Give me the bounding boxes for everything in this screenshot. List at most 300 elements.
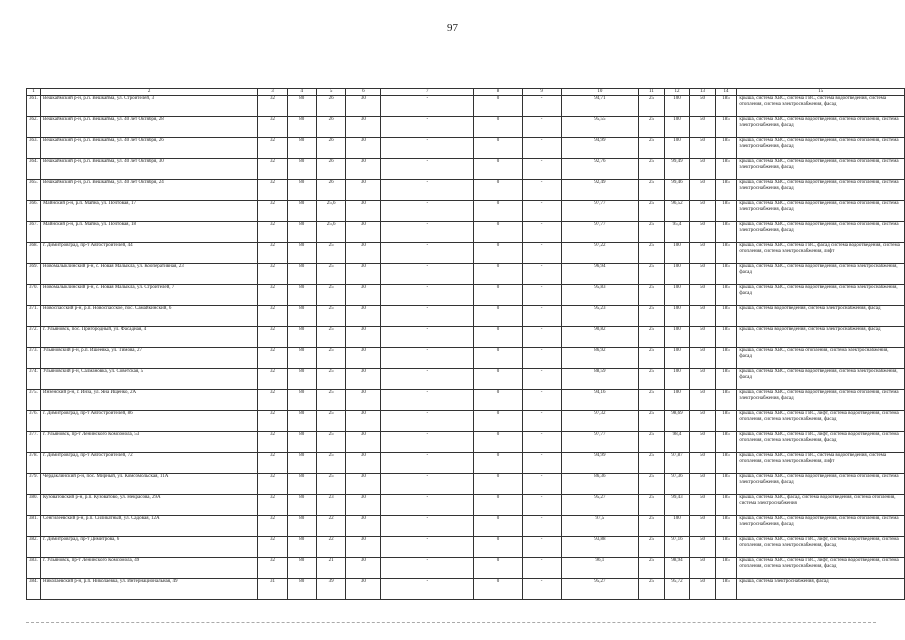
table-row (27, 579, 905, 600)
value-cell: 25 (316, 243, 345, 264)
value-cell: 25 (639, 180, 664, 201)
value-cell: 30 (346, 495, 381, 516)
value-cell: - (381, 96, 474, 117)
value-cell: - (522, 411, 561, 432)
value-cell: - (381, 348, 474, 369)
address-cell: Ульяновский р-н, р.п. Ишеевка, ул. Тимова, 27 (40, 348, 257, 369)
value-cell: 0 (474, 348, 522, 369)
value-cell: 25 (639, 579, 664, 600)
value-cell: - (522, 558, 561, 579)
table-row (27, 474, 905, 495)
value-cell: 32 (258, 222, 287, 243)
value-cell: 25 (639, 117, 664, 138)
value-cell: 32 (258, 327, 287, 348)
table-row (27, 201, 905, 222)
value-cell: - (522, 201, 561, 222)
address-cell: Чердаклинский р-н, пос. Мирный, ул. Комсомольская, 11А (40, 474, 257, 495)
column-number: 13 (690, 89, 715, 96)
value-cell: 97,32 (561, 411, 639, 432)
works-list-cell: крыша, система ХВС, система ГВС, лифт, система водоотведения, система отопления, система электроснабжения, фасад (737, 537, 905, 558)
row-number: 369. (27, 264, 41, 285)
value-cell: 30 (346, 390, 381, 411)
value-cell: 100 (664, 96, 690, 117)
table-row (27, 327, 905, 348)
value-cell: 80 (287, 201, 316, 222)
value-cell: 185 (715, 495, 737, 516)
value-cell: - (381, 327, 474, 348)
value-cell: 25 (639, 411, 664, 432)
value-cell: - (522, 264, 561, 285)
value-cell: 0 (474, 243, 522, 264)
value-cell: 0 (474, 579, 522, 600)
works-list-cell: крыша, система ХВС, система водоотведения, система отопления, система электроснабжения, фасад (737, 390, 905, 411)
value-cell: - (381, 516, 474, 537)
row-number: 366. (27, 201, 41, 222)
value-cell: 26 (316, 180, 345, 201)
column-number: 14 (715, 89, 737, 96)
value-cell: 25 (316, 285, 345, 306)
value-cell: 30 (346, 201, 381, 222)
value-cell: 50 (690, 96, 715, 117)
address-cell: Кузоватовский р-н, р.п. Кузоватово, ул. Некрасова, 29А (40, 495, 257, 516)
value-cell: 32 (258, 453, 287, 474)
value-cell: 32 (258, 117, 287, 138)
column-number: 11 (639, 89, 664, 96)
value-cell: 30 (346, 222, 381, 243)
value-cell: 30 (346, 180, 381, 201)
value-cell: - (522, 159, 561, 180)
value-cell: 100 (664, 138, 690, 159)
value-cell: 97,87 (664, 453, 690, 474)
value-cell: 95,23 (561, 306, 639, 327)
value-cell: 185 (715, 96, 737, 117)
table-row (27, 390, 905, 411)
value-cell: 97,22 (561, 243, 639, 264)
value-cell: 80 (287, 411, 316, 432)
value-cell: 0 (474, 96, 522, 117)
value-cell: 185 (715, 306, 737, 327)
value-cell: 80 (287, 516, 316, 537)
address-cell: г. Димитровград, пр-т Автостроителей, 72 (40, 453, 257, 474)
value-cell: 30 (346, 306, 381, 327)
value-cell: - (522, 390, 561, 411)
value-cell: 30 (346, 537, 381, 558)
value-cell: 25 (639, 348, 664, 369)
row-number: 383. (27, 558, 41, 579)
column-number: 10 (561, 89, 639, 96)
value-cell: 95,27 (561, 495, 639, 516)
row-number: 364. (27, 159, 41, 180)
value-cell: 50 (690, 453, 715, 474)
value-cell: 0 (474, 138, 522, 159)
works-list-cell: крыша, система водоотведения, система электроснабжения, фасад (737, 306, 905, 327)
table-row (27, 180, 905, 201)
value-cell: 50 (690, 264, 715, 285)
value-cell: 80 (287, 327, 316, 348)
value-cell: 30 (346, 516, 381, 537)
value-cell: 32 (258, 474, 287, 495)
value-cell: 80 (287, 159, 316, 180)
value-cell: 80 (287, 474, 316, 495)
value-cell: 25 (316, 306, 345, 327)
value-cell: 100 (664, 369, 690, 390)
value-cell: 97,77 (561, 432, 639, 453)
column-number: 5 (316, 89, 345, 96)
value-cell: 25 (639, 306, 664, 327)
value-cell: 25 (316, 432, 345, 453)
value-cell: 0 (474, 558, 522, 579)
value-cell: 50 (690, 306, 715, 327)
value-cell: - (522, 327, 561, 348)
value-cell: 97,77 (561, 222, 639, 243)
value-cell: - (522, 96, 561, 117)
address-cell: г. Ульяновск, пр-т Ленинского Комсомола, 49 (40, 558, 257, 579)
address-cell: Вешкаймский р-н, р.п. Вешкайма, ул. 40 лет Октября, 30 (40, 159, 257, 180)
address-cell: Новоспасский р-н, р.п. Новоспасское, пос. Самайкинский, 6 (40, 306, 257, 327)
value-cell: 22 (316, 537, 345, 558)
value-cell: 0 (474, 264, 522, 285)
address-cell: Вешкаймский р-н, р.п. Вешкайма, ул. Строителей, 3 (40, 96, 257, 117)
value-cell: 185 (715, 327, 737, 348)
value-cell: - (381, 117, 474, 138)
address-cell: г. Димитровград, пр-т Автостроителей, 44 (40, 243, 257, 264)
value-cell: 50 (690, 579, 715, 600)
value-cell: 100 (664, 327, 690, 348)
value-cell: 96,94 (561, 264, 639, 285)
value-cell: 185 (715, 285, 737, 306)
value-cell: 50 (690, 474, 715, 495)
value-cell: 30 (346, 369, 381, 390)
table-row (27, 117, 905, 138)
address-cell: Майнский р-н, р.п. Майна, ул. Почтовая, 17 (40, 201, 257, 222)
column-number: 12 (664, 89, 690, 96)
value-cell: - (381, 159, 474, 180)
value-cell: 0 (474, 453, 522, 474)
works-list-cell: крыша, система ХВС, система ГВС, лифт, система водоотведения, система отопления, система электроснабжения, фасад (737, 411, 905, 432)
table-row (27, 558, 905, 579)
value-cell: 25 (639, 285, 664, 306)
value-cell: - (381, 537, 474, 558)
value-cell: - (522, 138, 561, 159)
value-cell: 32 (258, 558, 287, 579)
value-cell: 25 (316, 327, 345, 348)
value-cell: 185 (715, 264, 737, 285)
works-list-cell: крыша, система ХВС, система водоотведения, система отопления, система электроснабжения, фасад (737, 117, 905, 138)
value-cell: 25 (639, 138, 664, 159)
works-list-cell: крыша, система ХВС, система водоотведения, система отопления, система электроснабжения, фасад (737, 138, 905, 159)
value-cell: 97,5 (561, 516, 639, 537)
value-cell: 30 (346, 327, 381, 348)
value-cell: - (522, 516, 561, 537)
column-number: 7 (381, 89, 474, 96)
value-cell: - (381, 495, 474, 516)
value-cell: 80 (287, 243, 316, 264)
value-cell: 32 (258, 306, 287, 327)
value-cell: - (381, 453, 474, 474)
address-cell: г. Ульяновск, пос. Пригородный, ул. Фасадная, 4 (40, 327, 257, 348)
value-cell: 95,27 (561, 579, 639, 600)
value-cell: 30 (346, 285, 381, 306)
value-cell: 32 (258, 495, 287, 516)
value-cell: 30 (346, 579, 381, 600)
value-cell: 25 (639, 558, 664, 579)
row-number: 371. (27, 306, 41, 327)
value-cell: 22 (316, 516, 345, 537)
value-cell: 25 (639, 390, 664, 411)
value-cell: 99,49 (664, 159, 690, 180)
value-cell: 80 (287, 285, 316, 306)
value-cell: 95,83 (561, 285, 639, 306)
value-cell: 50 (690, 327, 715, 348)
value-cell: 25 (639, 516, 664, 537)
value-cell: 25 (316, 348, 345, 369)
value-cell: 50 (690, 243, 715, 264)
value-cell: - (522, 453, 561, 474)
value-cell: 32 (258, 243, 287, 264)
works-list-cell: крыша, система ХВС, фасад, система водоотведения, система отопления, система электроснабжения (737, 495, 905, 516)
value-cell: 185 (715, 243, 737, 264)
address-cell: Новомалыклинский р-н, с. Новая Малыкла, ул. Кооперативная, 23 (40, 264, 257, 285)
value-cell: 50 (690, 369, 715, 390)
value-cell: - (381, 243, 474, 264)
page-number: 97 (447, 22, 458, 34)
value-cell: 32 (258, 159, 287, 180)
works-list-cell: крыша, система водоотведения, система электроснабжения, фасад (737, 327, 905, 348)
value-cell: 25 (316, 411, 345, 432)
value-cell: - (381, 390, 474, 411)
value-cell: - (381, 306, 474, 327)
value-cell: 25 (316, 474, 345, 495)
value-cell: 50 (690, 495, 715, 516)
value-cell: 25 (639, 432, 664, 453)
value-cell: - (522, 495, 561, 516)
value-cell: 50 (690, 285, 715, 306)
value-cell: 32 (258, 96, 287, 117)
value-cell: - (522, 432, 561, 453)
table-row (27, 432, 905, 453)
value-cell: 25 (639, 327, 664, 348)
value-cell: 100 (664, 264, 690, 285)
value-cell: - (522, 243, 561, 264)
value-cell: - (381, 579, 474, 600)
value-cell: 25 (316, 369, 345, 390)
value-cell: 25 (639, 159, 664, 180)
works-list-cell: крыша, система ХВС, система отопления, система электроснабжения, фасад (737, 348, 905, 369)
value-cell: - (522, 180, 561, 201)
value-cell: 50 (690, 138, 715, 159)
value-cell: 50 (690, 159, 715, 180)
address-cell: г. Димитровград, пр-т Димитрова, 6 (40, 537, 257, 558)
value-cell: - (522, 369, 561, 390)
value-cell: 23 (316, 495, 345, 516)
value-cell: 0 (474, 117, 522, 138)
value-cell: 94,16 (561, 390, 639, 411)
works-list-cell: крыша, система ХВС, система ГВС, система водоотведения, система отопления, система электроснабжения, лифт (737, 453, 905, 474)
value-cell: 32 (258, 138, 287, 159)
column-number: 8 (474, 89, 522, 96)
value-cell: 92,76 (561, 159, 639, 180)
value-cell: 0 (474, 285, 522, 306)
address-cell: Николаевский р-н, р.п. Николаевка, ул. Интернациональная, 49 (40, 579, 257, 600)
table-row (27, 285, 905, 306)
value-cell: 25 (639, 222, 664, 243)
value-cell: 185 (715, 558, 737, 579)
value-cell: 80 (287, 390, 316, 411)
value-cell: 80 (287, 369, 316, 390)
value-cell: 0 (474, 516, 522, 537)
table-row (27, 369, 905, 390)
value-cell: 90,82 (561, 327, 639, 348)
value-cell: - (381, 432, 474, 453)
value-cell: 32 (258, 432, 287, 453)
column-number: 3 (258, 89, 287, 96)
value-cell: 0 (474, 390, 522, 411)
row-number: 373. (27, 348, 41, 369)
column-number: 15 (737, 89, 905, 96)
value-cell: 50 (690, 432, 715, 453)
row-number: 363. (27, 138, 41, 159)
value-cell: - (522, 348, 561, 369)
value-cell: 25 (639, 495, 664, 516)
value-cell: 32 (258, 390, 287, 411)
value-cell: 0 (474, 432, 522, 453)
value-cell: 80 (287, 138, 316, 159)
column-number: 4 (287, 89, 316, 96)
value-cell: 99,46 (664, 180, 690, 201)
value-cell: 30 (346, 264, 381, 285)
value-cell: 80 (287, 495, 316, 516)
address-cell: Ульяновский р-н, Салмановка, ул. Советская, 5 (40, 369, 257, 390)
value-cell: 185 (715, 117, 737, 138)
table-row (27, 159, 905, 180)
works-list-cell: крыша, система ХВС, система водоотведения, система электроснабжения, фасад (737, 369, 905, 390)
value-cell: 26 (316, 117, 345, 138)
value-cell: - (522, 222, 561, 243)
value-cell: 0 (474, 180, 522, 201)
value-cell: 25 (639, 96, 664, 117)
works-list-cell: крыша, система ХВС, система ГВС, фасад система водоотведения, система отопления, система электроснабжения, лифт (737, 243, 905, 264)
value-cell: 0 (474, 159, 522, 180)
value-cell: 50 (690, 201, 715, 222)
value-cell: 80 (287, 180, 316, 201)
row-number: 384. (27, 579, 41, 600)
value-cell: - (381, 222, 474, 243)
row-number: 370. (27, 285, 41, 306)
column-number: 6 (346, 89, 381, 96)
value-cell: - (522, 474, 561, 495)
table-row (27, 306, 905, 327)
table-header-row (27, 89, 905, 96)
column-number: 1 (27, 89, 41, 96)
value-cell: 26 (316, 159, 345, 180)
value-cell: 25 (639, 537, 664, 558)
value-cell: 185 (715, 537, 737, 558)
value-cell: 30 (346, 138, 381, 159)
value-cell: 185 (715, 348, 737, 369)
value-cell: 99,43 (664, 495, 690, 516)
value-cell: - (522, 579, 561, 600)
value-cell: 185 (715, 159, 737, 180)
value-cell: 50 (690, 180, 715, 201)
value-cell: - (381, 201, 474, 222)
value-cell: 97,77 (561, 201, 639, 222)
value-cell: 32 (258, 537, 287, 558)
value-cell: 25 (639, 264, 664, 285)
value-cell: 88,59 (561, 369, 639, 390)
value-cell: 0 (474, 222, 522, 243)
row-number: 380. (27, 495, 41, 516)
value-cell: 0 (474, 327, 522, 348)
value-cell: 80 (287, 222, 316, 243)
value-cell: - (381, 474, 474, 495)
value-cell: 0 (474, 411, 522, 432)
footer-divider (26, 622, 876, 623)
address-cell: г. Димитровград, пр-т Автостроителей, 86 (40, 411, 257, 432)
value-cell: 0 (474, 306, 522, 327)
value-cell: 0 (474, 537, 522, 558)
table-row (27, 96, 905, 117)
value-cell: 185 (715, 432, 737, 453)
works-list-cell: крыша, система ХВС, система водоотведения, система отопления, система электроснабжения, фасад (737, 180, 905, 201)
value-cell: 30 (346, 117, 381, 138)
value-cell: 30 (346, 411, 381, 432)
data-table (26, 88, 905, 600)
value-cell: 100 (664, 285, 690, 306)
value-cell: 30 (346, 243, 381, 264)
value-cell: 80 (287, 453, 316, 474)
value-cell: 185 (715, 222, 737, 243)
value-cell: 0 (474, 495, 522, 516)
value-cell: 185 (715, 138, 737, 159)
value-cell: 97,36 (664, 474, 690, 495)
works-list-cell: крыша, система ХВС, система водоотведения, система электроснабжения, фасад (737, 285, 905, 306)
table-row (27, 537, 905, 558)
value-cell: 50 (690, 411, 715, 432)
table-row (27, 348, 905, 369)
value-cell: 50 (690, 390, 715, 411)
works-list-cell: крыша, система ХВС, система ГВС, лифт, система водоотведения, система отопления, система электроснабжения, фасад (737, 432, 905, 453)
value-cell: 80 (287, 306, 316, 327)
value-cell: 25 (316, 453, 345, 474)
row-number: 372. (27, 327, 41, 348)
value-cell: - (381, 369, 474, 390)
value-cell: 50 (690, 222, 715, 243)
address-cell: Новомалыклинский р-н, с. Новая Малыкла, ул. Строителей, 7 (40, 285, 257, 306)
address-cell: Майнский р-н, р.п. Майна, ул. Почтовая, 18 (40, 222, 257, 243)
value-cell: 98,69 (664, 411, 690, 432)
table-row (27, 138, 905, 159)
value-cell: 185 (715, 453, 737, 474)
value-cell: 80 (287, 96, 316, 117)
value-cell: 95,55 (561, 117, 639, 138)
value-cell: 185 (715, 369, 737, 390)
value-cell: 50 (690, 348, 715, 369)
value-cell: 32 (258, 264, 287, 285)
value-cell: 80 (287, 348, 316, 369)
value-cell: 80 (287, 264, 316, 285)
value-cell: - (522, 285, 561, 306)
address-cell: Вешкаймский р-н, р.п. Вешкайма, ул. 40 лет Октября, 26 (40, 138, 257, 159)
value-cell: - (381, 138, 474, 159)
value-cell: 50 (690, 558, 715, 579)
address-cell: Инзенский р-н, г. Инза, ул. Яна Ищенко, 2А (40, 390, 257, 411)
value-cell: 50 (690, 516, 715, 537)
value-cell: 94,99 (561, 138, 639, 159)
value-cell: 94,71 (561, 96, 639, 117)
value-cell: 80 (287, 579, 316, 600)
value-cell: 98,4 (664, 432, 690, 453)
value-cell: 30 (346, 453, 381, 474)
